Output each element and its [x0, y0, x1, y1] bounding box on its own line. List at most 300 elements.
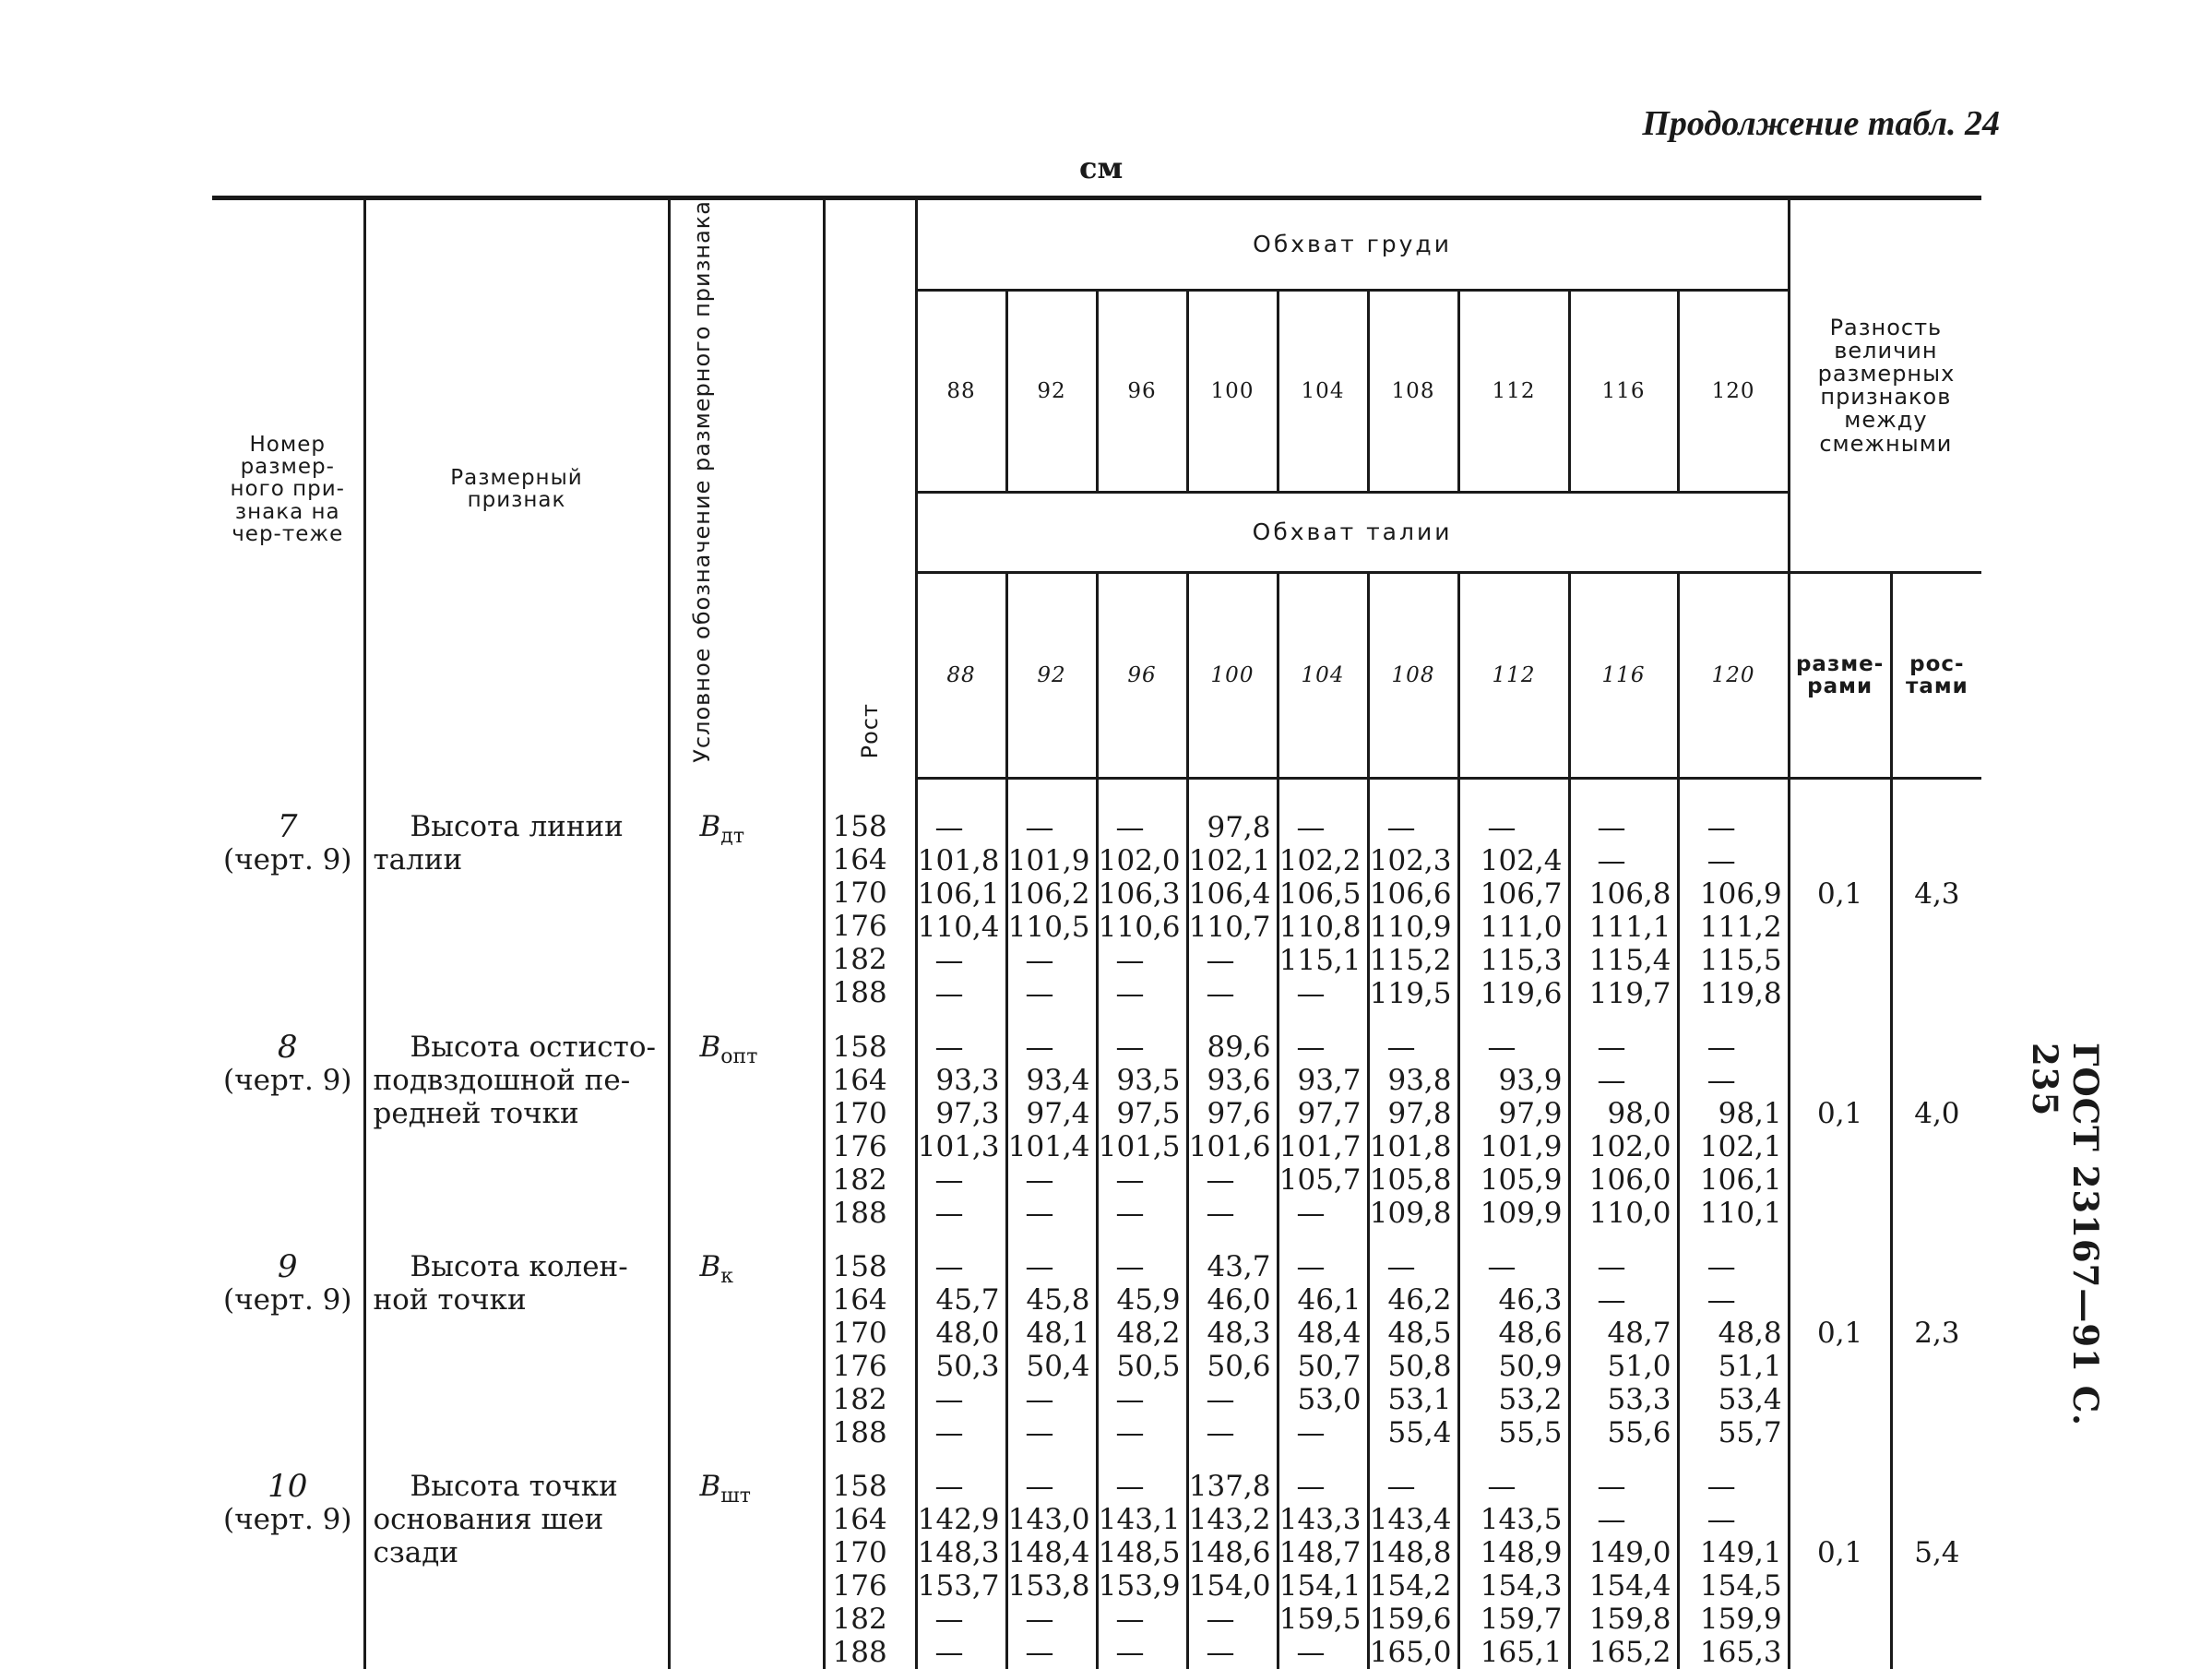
measurement-value: 115,3: [1480, 944, 1563, 978]
diff-sizes-value: 0,1: [1816, 1536, 1863, 1570]
value-cell: [1278, 1010, 1368, 1230]
measurement-value: 159,5: [1278, 1603, 1362, 1637]
measurement-value: 106,1: [1699, 1163, 1782, 1198]
measurement-value: —: [1206, 1416, 1235, 1450]
value-cell: [1458, 779, 1569, 1011]
measurement-value: 97,8: [1207, 811, 1271, 845]
measurement-value: 45,9: [1116, 1283, 1181, 1317]
waist-value-label: 100: [1210, 663, 1255, 688]
measurement-value: 105,8: [1369, 1163, 1452, 1198]
measurement-value: —: [1025, 944, 1054, 978]
measurement-value: 109,8: [1369, 1197, 1452, 1231]
measurement-value: —: [1296, 977, 1326, 1011]
measurement-value: 154,0: [1188, 1569, 1271, 1603]
measurement-value: —: [1487, 1031, 1516, 1065]
table-row: [212, 1230, 1981, 1449]
document-code: ГОСТ 23167—91 С. 235: [2025, 1043, 2106, 1427]
measurement-value: 97,4: [1026, 1097, 1090, 1131]
measurement-value: —: [1025, 1163, 1054, 1198]
waist-value-label: 116: [1601, 663, 1646, 688]
measurement-value: —: [1386, 1031, 1416, 1065]
item-number-cell: [212, 1010, 364, 1230]
measurement-value: 53,1: [1387, 1383, 1452, 1417]
measurement-value: 51,0: [1607, 1350, 1671, 1384]
diff-heights-value: 2,3: [1914, 1317, 1960, 1351]
measurement-value: 46,0: [1207, 1283, 1271, 1317]
measurement-value: 106,1: [917, 877, 1000, 912]
value-cell: [1278, 1449, 1368, 1669]
value-cell: [916, 1010, 1006, 1230]
chest-value-label: 120: [1711, 378, 1755, 403]
measurement-value: 154,2: [1369, 1569, 1452, 1603]
measurement-value: 111,0: [1480, 911, 1563, 945]
measurement-value: 149,1: [1699, 1536, 1782, 1570]
header-row-1: [212, 198, 1981, 291]
waist-value-label: 104: [1301, 663, 1345, 688]
diff-heights-value: 4,0: [1914, 1097, 1960, 1131]
measurement-value: 148,9: [1480, 1536, 1563, 1570]
measurement-value: 142,9: [917, 1503, 1000, 1537]
height-cell: [824, 1230, 916, 1449]
measurement-value: —: [1487, 1470, 1516, 1504]
symbol-subscript: опт: [720, 1045, 758, 1069]
measurement-value: 48,5: [1387, 1317, 1452, 1351]
value-cell: [1678, 1449, 1789, 1669]
table-row: [212, 779, 1981, 1011]
measurement-value: 153,9: [1098, 1569, 1181, 1603]
height-value: 182: [832, 1163, 887, 1198]
measurement-value: 50,4: [1026, 1350, 1090, 1384]
measurement-value: —: [1206, 1163, 1235, 1198]
measurement-value: 148,8: [1369, 1536, 1452, 1570]
diff-heights-cell: [1891, 1010, 1981, 1230]
measurement-value: 46,1: [1297, 1283, 1362, 1317]
measurement-name-line: талии: [373, 842, 463, 876]
measurement-value: 101,4: [1007, 1130, 1090, 1164]
value-cell: [1569, 1230, 1678, 1449]
measurement-value: 93,6: [1207, 1064, 1271, 1098]
measurement-value: —: [1115, 1603, 1145, 1637]
height-value: 164: [832, 1283, 887, 1317]
measurement-value: 101,9: [1480, 1130, 1563, 1164]
measurement-value: 111,2: [1699, 911, 1782, 945]
header-chest-value: [1458, 290, 1569, 492]
measurement-value: 48,0: [935, 1317, 1000, 1351]
measurement-value: 148,5: [1098, 1536, 1181, 1570]
measurement-value: 98,0: [1607, 1097, 1671, 1131]
value-cell: [1458, 1010, 1569, 1230]
measurement-value: 101,8: [917, 844, 1000, 878]
measurement-value: 143,2: [1188, 1503, 1271, 1537]
measurement-value: 110,4: [917, 911, 1000, 945]
chest-value-label: 96: [1127, 378, 1157, 403]
measurement-value: —: [1115, 1470, 1145, 1504]
measurement-value: —: [1025, 1416, 1054, 1450]
height-value: 158: [832, 809, 887, 843]
diff-sizes-cell: [1789, 779, 1891, 1011]
measurement-name-cell: [364, 1449, 669, 1669]
height-value: 176: [832, 909, 887, 943]
waist-value-label: 88: [946, 663, 976, 688]
measurement-value: 46,3: [1498, 1283, 1563, 1317]
measurement-table: [212, 196, 1981, 1669]
waist-value-label: 96: [1127, 663, 1157, 688]
header-waist-value: [1368, 573, 1458, 779]
measurement-value: 106,5: [1278, 877, 1362, 912]
value-cell: [1368, 1449, 1458, 1669]
header-height-label: Рост: [857, 703, 883, 759]
measurement-value: —: [1115, 1636, 1145, 1669]
value-cell: [1187, 1010, 1278, 1230]
chest-value-label: 104: [1301, 378, 1345, 403]
measurement-value: —: [1025, 1197, 1054, 1231]
measurement-value: —: [1206, 944, 1235, 978]
measurement-value: 159,6: [1369, 1603, 1452, 1637]
symbol-cell: [669, 1230, 824, 1449]
measurement-value: 46,2: [1387, 1283, 1452, 1317]
measurement-value: —: [1206, 1383, 1235, 1417]
measurement-value: —: [934, 1416, 964, 1450]
height-value: 158: [832, 1470, 887, 1504]
item-number: 9: [277, 1248, 298, 1286]
measurement-value: 48,2: [1116, 1317, 1181, 1351]
measurement-name-line: ной точки: [373, 1283, 527, 1317]
measurement-value: —: [1487, 811, 1516, 845]
measurement-name-line: редней точки: [373, 1097, 579, 1131]
header-chest-group: [916, 198, 1789, 291]
measurement-value: 153,8: [1007, 1569, 1090, 1603]
measurement-value: —: [1386, 1470, 1416, 1504]
height-cell: [824, 1449, 916, 1669]
measurement-value: 159,7: [1480, 1603, 1563, 1637]
measurement-value: 165,1: [1480, 1636, 1563, 1669]
measurement-value: —: [1707, 1250, 1736, 1284]
measurement-value: —: [934, 1470, 964, 1504]
chest-value-label: 108: [1391, 378, 1435, 403]
height-value: 176: [832, 1130, 887, 1164]
chest-value-label: 116: [1601, 378, 1646, 403]
waist-value-label: 108: [1391, 663, 1435, 688]
header-waist-value: [1187, 573, 1278, 779]
value-cell: [1368, 1010, 1458, 1230]
measurement-value: 143,1: [1098, 1503, 1181, 1537]
measurement-value: 149,0: [1588, 1536, 1671, 1570]
measurement-value: 119,5: [1369, 977, 1452, 1011]
measurement-value: 102,1: [1188, 844, 1271, 878]
measurement-value: 101,8: [1369, 1130, 1452, 1164]
header-measurement: [364, 198, 669, 779]
measurement-value: 48,8: [1718, 1317, 1782, 1351]
measurement-value: 119,7: [1588, 977, 1671, 1011]
measurement-value: —: [1296, 811, 1326, 845]
measurement-value: —: [1707, 844, 1736, 878]
measurement-value: 93,3: [935, 1064, 1000, 1098]
height-value: 170: [832, 1536, 887, 1570]
measurement-value: 48,3: [1207, 1317, 1271, 1351]
header-diff-sizes: [1789, 573, 1891, 779]
measurement-value: 43,7: [1207, 1250, 1271, 1284]
measurement-value: 106,9: [1699, 877, 1782, 912]
table-row: [212, 1449, 1981, 1669]
measurement-value: —: [1296, 1416, 1326, 1450]
symbol-cell: [669, 779, 824, 1011]
measurement-value: —: [1707, 811, 1736, 845]
item-number: 7: [277, 807, 298, 845]
height-value: 188: [832, 1636, 887, 1669]
measurement-value: 143,0: [1007, 1503, 1090, 1537]
measurement-value: —: [1025, 1636, 1054, 1669]
measurement-value: 53,0: [1297, 1383, 1362, 1417]
measurement-value: —: [1025, 1250, 1054, 1284]
measurement-value: —: [934, 1197, 964, 1231]
measurement-value: —: [1025, 977, 1054, 1011]
diff-heights-cell: [1891, 1230, 1981, 1449]
measurement-value: —: [1707, 1503, 1736, 1537]
height-value: 188: [832, 975, 887, 1009]
measurement-value: 50,9: [1498, 1350, 1563, 1384]
measurement-value: 148,6: [1188, 1536, 1271, 1570]
measurement-value: —: [934, 1250, 964, 1284]
measurement-value: 93,7: [1297, 1064, 1362, 1098]
measurement-value: 48,6: [1498, 1317, 1563, 1351]
measurement-value: 51,1: [1718, 1350, 1782, 1384]
measurement-value: 101,6: [1188, 1130, 1271, 1164]
header-chest-value: [1097, 290, 1187, 492]
waist-value-label: 120: [1711, 663, 1755, 688]
measurement-value: —: [1597, 1250, 1626, 1284]
measurement-value: 115,1: [1278, 944, 1362, 978]
value-cell: [1368, 1230, 1458, 1449]
measurement-value: —: [1597, 1470, 1626, 1504]
diff-sizes-value: 0,1: [1816, 1317, 1863, 1351]
value-cell: [1678, 1010, 1789, 1230]
measurement-value: 55,6: [1607, 1416, 1671, 1450]
measurement-value: 50,8: [1387, 1350, 1452, 1384]
measurement-value: 93,8: [1387, 1064, 1452, 1098]
measurement-value: 101,9: [1007, 844, 1090, 878]
measurement-value: 137,8: [1188, 1470, 1271, 1504]
header-waist-group-label: Обхват талии: [1252, 518, 1453, 545]
measurement-value: —: [1707, 1470, 1736, 1504]
value-cell: [1187, 1449, 1278, 1669]
measurement-value: —: [1707, 1064, 1736, 1098]
chest-value-label: 88: [946, 378, 976, 403]
measurement-name-line: основания шеи: [373, 1503, 604, 1537]
diff-sizes-cell: [1789, 1010, 1891, 1230]
measurement-value: —: [934, 1636, 964, 1669]
header-waist-value: [1458, 573, 1569, 779]
height-value: 164: [832, 1503, 887, 1537]
symbol-cell: [669, 1010, 824, 1230]
measurement-value: 102,4: [1480, 844, 1563, 878]
symbol-subscript: шт: [720, 1484, 751, 1508]
height-value: 188: [832, 1197, 887, 1231]
header-item-number-label: Номер размер-ного при-знака на чер-теже: [230, 433, 345, 546]
measurement-value: —: [1025, 1470, 1054, 1504]
value-cell: [1187, 779, 1278, 1011]
measurement-value: —: [1597, 1283, 1626, 1317]
height-value: 170: [832, 1097, 887, 1131]
measurement-value: 53,3: [1607, 1383, 1671, 1417]
measurement-value: —: [1487, 1250, 1516, 1284]
measurement-name-line: Высота точки: [410, 1470, 618, 1504]
value-cell: [1097, 779, 1187, 1011]
symbol-cell: [669, 1449, 824, 1669]
measurement-value: 45,8: [1026, 1283, 1090, 1317]
measurement-value: —: [1206, 1603, 1235, 1637]
measurement-name-line: подвздошной пе-: [373, 1064, 631, 1098]
measurement-value: 153,7: [917, 1569, 1000, 1603]
measurement-value: —: [934, 944, 964, 978]
measurement-value: 148,3: [917, 1536, 1000, 1570]
value-cell: [916, 1230, 1006, 1449]
height-value: 176: [832, 1569, 887, 1603]
measurement-value: —: [1115, 944, 1145, 978]
measurement-value: —: [1115, 1383, 1145, 1417]
measurement-value: —: [1707, 1031, 1736, 1065]
measurement-value: 55,4: [1387, 1416, 1452, 1450]
item-number-cell: [212, 779, 364, 1011]
measurement-value: —: [934, 1163, 964, 1198]
value-cell: [1006, 1230, 1097, 1449]
diff-sizes-value: 0,1: [1816, 877, 1863, 912]
diff-heights-value: 5,4: [1914, 1536, 1960, 1570]
measurement-value: 110,5: [1007, 911, 1090, 945]
measurement-value: 154,5: [1699, 1569, 1782, 1603]
header-chest-group-label: Обхват груди: [1253, 230, 1452, 257]
measurement-value: 98,1: [1718, 1097, 1782, 1131]
height-value: 170: [832, 1317, 887, 1351]
measurement-value: —: [1597, 1064, 1626, 1098]
measurement-value: 143,3: [1278, 1503, 1362, 1537]
value-cell: [1187, 1230, 1278, 1449]
header-waist-group: [916, 492, 1789, 573]
measurement-name-line: Высота остисто-: [410, 1031, 656, 1065]
measurement-value: —: [934, 1603, 964, 1637]
value-cell: [1006, 779, 1097, 1011]
value-cell: [1458, 1449, 1569, 1669]
height-value: 164: [832, 1064, 887, 1098]
measurement-value: 50,5: [1116, 1350, 1181, 1384]
value-cell: [916, 779, 1006, 1011]
measurement-value: 143,4: [1369, 1503, 1452, 1537]
measurement-value: 110,0: [1588, 1197, 1671, 1231]
measurement-value: 143,5: [1480, 1503, 1563, 1537]
measurement-value: —: [934, 1031, 964, 1065]
measurement-value: 119,8: [1699, 977, 1782, 1011]
measurement-value: 105,7: [1278, 1163, 1362, 1198]
item-number-cell: [212, 1449, 364, 1669]
measurement-value: 97,8: [1387, 1097, 1452, 1131]
item-number: 8: [277, 1029, 298, 1067]
diff-sizes-value: 0,1: [1816, 1097, 1863, 1131]
measurement-value: 93,4: [1026, 1064, 1090, 1098]
diff-heights-cell: [1891, 779, 1981, 1011]
height-value: 164: [832, 842, 887, 876]
measurement-value: 102,1: [1699, 1130, 1782, 1164]
measurement-value: 45,7: [935, 1283, 1000, 1317]
measurement-value: 97,3: [935, 1097, 1000, 1131]
height-value: 170: [832, 876, 887, 910]
symbol-subscript: дт: [720, 825, 744, 849]
measurement-name-cell: [364, 1010, 669, 1230]
header-item-number: [212, 198, 364, 779]
header-waist-value: [1569, 573, 1678, 779]
value-cell: [1006, 1010, 1097, 1230]
measurement-value: 110,1: [1699, 1197, 1782, 1231]
table-continuation-caption: Продолжение табл. 24: [1642, 104, 2000, 143]
symbol-letter: B: [699, 1250, 721, 1284]
measurement-value: 89,6: [1207, 1031, 1271, 1065]
measurement-value: 53,2: [1498, 1383, 1563, 1417]
header-chest-value: [1187, 290, 1278, 492]
measurement-value: 101,7: [1278, 1130, 1362, 1164]
measurement-value: 106,3: [1098, 877, 1181, 912]
measurement-value: 101,5: [1098, 1130, 1181, 1164]
header-waist-value: [1097, 573, 1187, 779]
measurement-value: 106,7: [1480, 877, 1563, 912]
header-waist-value: [1678, 573, 1789, 779]
header-chest-value: [1006, 290, 1097, 492]
measurement-value: 110,9: [1369, 911, 1452, 945]
height-value: 176: [832, 1350, 887, 1384]
measurement-value: —: [1206, 977, 1235, 1011]
diff-sizes-cell: [1789, 1230, 1891, 1449]
header-symbol-label: Условное обозначение размерного признака: [689, 200, 715, 763]
units-label: см: [1079, 150, 1124, 185]
measurement-value: 115,2: [1369, 944, 1452, 978]
value-cell: [1678, 1230, 1789, 1449]
height-value: 158: [832, 1250, 887, 1284]
measurement-value: —: [1296, 1636, 1326, 1669]
value-cell: [1006, 1449, 1097, 1669]
measurement-value: —: [1597, 1503, 1626, 1537]
measurement-value: 106,0: [1588, 1163, 1671, 1198]
value-cell: [1569, 779, 1678, 1011]
measurement-value: 106,4: [1188, 877, 1271, 912]
header-chest-value: [916, 290, 1006, 492]
measurement-value: 102,2: [1278, 844, 1362, 878]
value-cell: [1569, 1010, 1678, 1230]
measurement-value: 97,7: [1297, 1097, 1362, 1131]
measurement-value: —: [1115, 1416, 1145, 1450]
measurement-value: 110,8: [1278, 911, 1362, 945]
value-cell: [1569, 1449, 1678, 1669]
measurement-value: —: [1296, 1250, 1326, 1284]
measurement-value: —: [1597, 844, 1626, 878]
chest-value-label: 100: [1210, 378, 1255, 403]
value-cell: [1097, 1010, 1187, 1230]
measurement-value: 110,7: [1188, 911, 1271, 945]
header-diff-group-label: Разность величин размерных признаков между смежными: [1817, 314, 1956, 457]
measurement-value: —: [1025, 1031, 1054, 1065]
header-chest-value: [1278, 290, 1368, 492]
measurement-value: 97,9: [1498, 1097, 1563, 1131]
measurement-name-cell: [364, 779, 669, 1011]
measurement-value: 53,4: [1718, 1383, 1782, 1417]
measurement-value: 102,3: [1369, 844, 1452, 878]
measurement-value: 106,6: [1369, 877, 1452, 912]
header-waist-value: [1006, 573, 1097, 779]
measurement-value: 119,6: [1480, 977, 1563, 1011]
header-measurement-label: Размерный признак: [450, 466, 583, 513]
drawing-reference: (черт. 9): [223, 1064, 352, 1098]
symbol-letter: B: [699, 1031, 721, 1065]
chest-value-label: 112: [1492, 378, 1536, 403]
symbol-letter: B: [699, 809, 721, 843]
chest-value-label: 92: [1037, 378, 1066, 403]
measurement-value: —: [1115, 977, 1145, 1011]
